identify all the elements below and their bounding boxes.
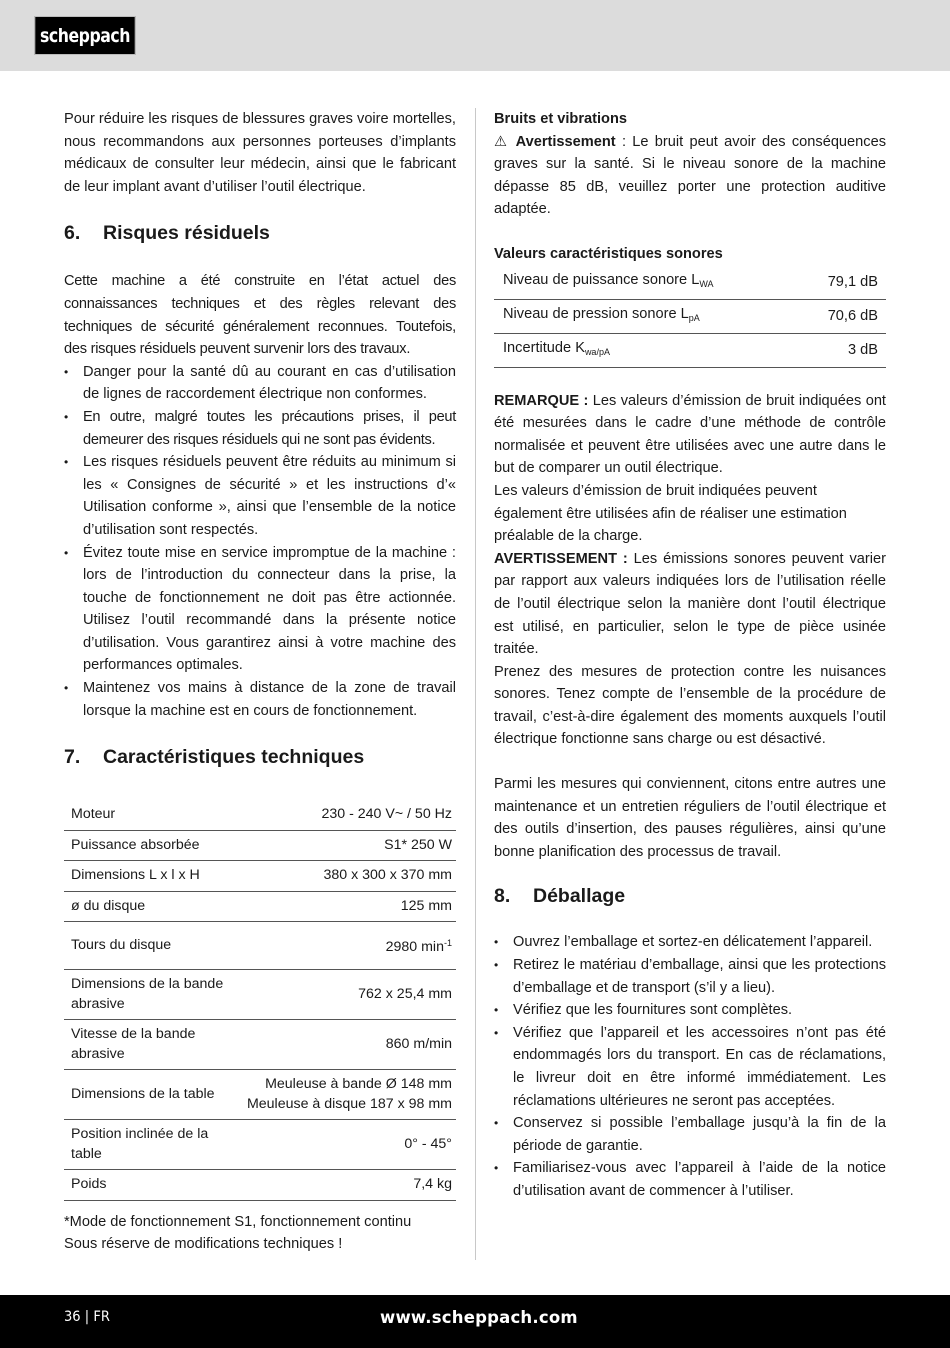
table-row bbox=[494, 333, 886, 367]
page-indicator bbox=[64, 1309, 110, 1325]
sound-label: Incertitude $K_{wa/pA}$ bbox=[494, 333, 797, 367]
spec-value: 2980 $\min^{-1}$ bbox=[238, 922, 456, 970]
spec-value: S1* 250 W bbox=[238, 830, 456, 861]
sound-value: 79,1 dB bbox=[797, 266, 886, 300]
unpacking-list bbox=[494, 931, 886, 1202]
table-row bbox=[64, 1020, 456, 1070]
table-row bbox=[494, 266, 886, 300]
spec-value: 860 m/min bbox=[238, 1020, 456, 1070]
sound-value: 70,6 dB bbox=[797, 299, 886, 333]
table-row bbox=[64, 830, 456, 861]
spec-label: Dimensions de la table bbox=[64, 1070, 238, 1120]
section-title: Caractéristiques techniques bbox=[103, 746, 365, 769]
section-title: Risques résiduels bbox=[103, 222, 270, 245]
page-header bbox=[0, 0, 950, 71]
spec-label: Moteur bbox=[64, 800, 238, 830]
table-row bbox=[64, 800, 456, 830]
spec-value: 7,4 kg bbox=[238, 1170, 456, 1201]
section-number: 6. bbox=[64, 222, 81, 245]
spec-footnote: *Mode de fonctionnement S1, fonctionnement continu bbox=[64, 1213, 412, 1230]
remark-paragraph-2: Les valeurs d’émission de bruit indiquées peuvent également être utilisées afin de réaliser une estimation préalable de la charge. bbox=[494, 482, 847, 545]
noise-heading: Bruits et vibrations bbox=[494, 111, 627, 127]
page-separator: | bbox=[84, 1309, 90, 1325]
spec-disclaimer: Sous réserve de modifications techniques ! bbox=[64, 1236, 343, 1253]
list-item: • Maintenez vos mains à distance de la zone de travail lorsque la machine est en cours de fonctionnement. bbox=[64, 677, 456, 722]
scheppach-logo bbox=[34, 16, 135, 55]
table-row bbox=[64, 1170, 456, 1201]
sound-label: Niveau de puissance sonore $L_{WA}$ bbox=[494, 266, 797, 300]
spec-label: Position inclinée de la table bbox=[64, 1120, 238, 1170]
protection-paragraph: Prenez des mesures de protection contre les nuisances sonores. Tenez compte de l’ensemble de la procédure de travail, c’est-à-dire également des moments auxquels l’outil électrique fonctionne sans charge ou est désactivé. bbox=[494, 663, 886, 748]
spec-value: 230 - 240 V~ / 50 Hz bbox=[238, 800, 456, 830]
list-item: • Vérifiez que l’appareil et les accessoires n’ont pas été endommagés lors du transport. En cas de réclamations, le livreur doit en être informé immédiatement. Les réclamations ultérieures ne seront pas acceptées. bbox=[494, 1022, 886, 1112]
section-number: 7. bbox=[64, 746, 81, 769]
section-7-heading bbox=[64, 744, 456, 770]
table-row bbox=[64, 891, 456, 922]
sound-label: Niveau de pression sonore $L_{pA}$ bbox=[494, 299, 797, 333]
sound-value: 3 dB bbox=[797, 333, 886, 367]
spec-label: Dimensions L x l x H bbox=[64, 861, 238, 892]
spec-value: Meuleuse à bande Ø 148 mm Meuleuse à disque 187 x 98 mm bbox=[238, 1070, 456, 1120]
avertissement-label: AVERTISSEMENT : bbox=[494, 550, 628, 567]
table-row bbox=[64, 1120, 456, 1170]
sound-values-heading: Valeurs caractéristiques sonores bbox=[494, 245, 723, 262]
spec-value: 0° - 45° bbox=[238, 1120, 456, 1170]
section-title: Déballage bbox=[533, 885, 626, 908]
list-item: • Ouvrez l’emballage et sortez-en délicatement l’appareil. bbox=[494, 931, 886, 954]
website-link[interactable]: www.scheppach.com bbox=[380, 1308, 578, 1327]
section-number: 8. bbox=[494, 885, 511, 908]
spec-label: Poids bbox=[64, 1170, 238, 1201]
table-row bbox=[494, 299, 886, 333]
list-item: • Vérifiez que les fournitures sont complètes. bbox=[494, 999, 886, 1022]
spec-label: ø du disque bbox=[64, 891, 238, 922]
section-6-heading bbox=[64, 220, 456, 246]
list-item: • Familiarisez-vous avec l’appareil à l’aide de la notice d’utilisation avant de commencer à l’utiliser. bbox=[494, 1157, 886, 1202]
spec-value: 380 x 300 x 370 mm bbox=[238, 861, 456, 892]
page-footer bbox=[0, 1295, 950, 1348]
left-column bbox=[64, 108, 456, 1256]
list-item: • Évitez toute mise en service impromptue de la machine : lors de l’introduction du connecteur dans la prise, la touche de fonctionnement ne doit pas être actionnée. Utilisez l’outil recommandé dans la présente notice d’utilisation. Vous garantirez ainsi à votre machine des performances optimales. bbox=[64, 542, 456, 678]
language-code: FR bbox=[93, 1309, 110, 1325]
list-item: • Les risques résiduels peuvent être réduits au minimum si les « Consignes de sécurité » et les instructions d’« Utilisation conforme », ainsi que l’ensemble de la notice d’utilisation sont respectés. bbox=[64, 451, 456, 541]
warning-triangle-icon: ⚠ bbox=[494, 133, 510, 150]
table-row bbox=[64, 861, 456, 892]
measures-paragraph: Parmi les mesures qui conviennent, citons entre autres une maintenance et un entretien réguliers de l’outil électrique et des outils d’insertion, des pauses régulières, ainsi qu’une bonne planification des processus de travail. bbox=[494, 776, 886, 860]
residual-risks-list bbox=[64, 361, 456, 723]
remark-paragraph: REMARQUE : Les valeurs d’émission de bruit indiquées ont été mesurées dans le cadre d’une méthode de contrôle normalisée et peuvent être utilisées avec une autre dans le but de comparer un outil électrique. bbox=[494, 392, 886, 477]
spec-label: Puissance absorbée bbox=[64, 830, 238, 861]
page-number: 36 bbox=[64, 1309, 81, 1325]
spec-value: 762 x 25,4 mm bbox=[238, 970, 456, 1020]
table-row bbox=[64, 970, 456, 1020]
table-row bbox=[64, 922, 456, 970]
warning-label: Avertissement bbox=[515, 133, 616, 150]
implant-paragraph: Pour réduire les risques de blessures graves voire mortelles, nous recommandons aux personnes porteuses d’implants médicaux de consulter leur médecin, ainsi que le fabricant de leur implant avant d’utiliser l’outil électrique. bbox=[64, 111, 456, 195]
remark-label: REMARQUE : bbox=[494, 392, 589, 409]
logo-text: scheppach bbox=[39, 24, 131, 47]
spec-label: Tours du disque bbox=[64, 922, 238, 970]
avertissement-paragraph: AVERTISSEMENT : Les émissions sonores peuvent varier par rapport aux valeurs indiquées lors de l’utilisation réelle de l’outil électrique selon la manière dont l’outil électrique est utilisé, en particulier, selon le type de pièce usinée traitée. bbox=[494, 550, 886, 658]
right-column bbox=[494, 108, 886, 1203]
spec-label: Vitesse de la bande abrasive bbox=[64, 1020, 238, 1070]
noise-warning: ⚠ Avertissement : Le bruit peut avoir des conséquences graves sur la santé. Si le niveau sonore de la machine dépasse 85 dB, veuillez porter une protection auditive adaptée. bbox=[494, 133, 886, 218]
sound-values-table bbox=[494, 266, 886, 368]
list-item: • Conservez si possible l’emballage jusqu’à la fin de la période de garantie. bbox=[494, 1112, 886, 1157]
section-8-heading bbox=[494, 883, 886, 909]
list-item: • Retirez le matériau d’emballage, ainsi que les protections d’emballage et de transport (s’il y a lieu). bbox=[494, 954, 886, 999]
column-divider bbox=[475, 108, 476, 1260]
spec-value: 125 mm bbox=[238, 891, 456, 922]
list-item: • Danger pour la santé dû au courant en cas d’utilisation de lignes de raccordement électrique non conformes. bbox=[64, 361, 456, 406]
residual-risks-paragraph: Cette machine a été construite en l’état actuel des connaissances techniques et des règles relevant des techniques de sécurité généralement reconnues. Toutefois, des risques résiduels peuvent survenir lors des travaux. bbox=[64, 273, 456, 358]
technical-specs-table bbox=[64, 800, 456, 1201]
table-row bbox=[64, 1070, 456, 1120]
spec-label: Dimensions de la bande abrasive bbox=[64, 970, 238, 1020]
list-item: • En outre, malgré toutes les précautions prises, il peut demeurer des risques résiduels qui ne sont pas évidents. bbox=[64, 406, 456, 451]
